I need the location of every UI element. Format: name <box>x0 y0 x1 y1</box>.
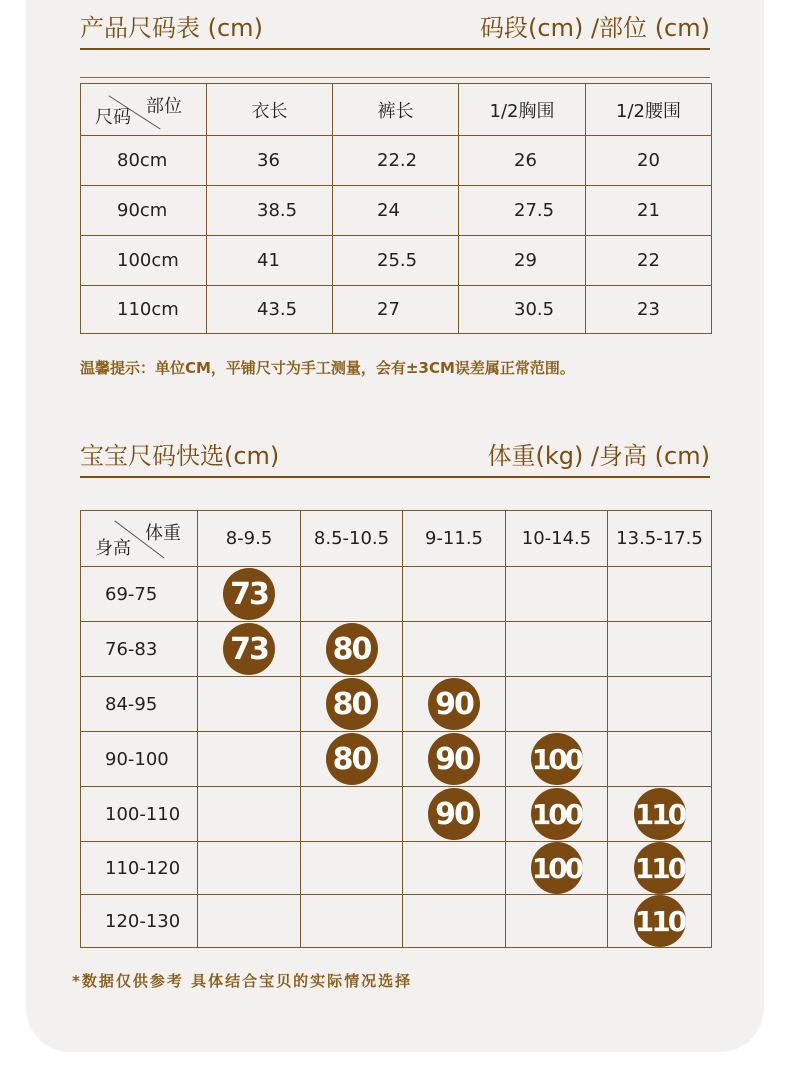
grid-cell <box>608 787 712 842</box>
size-badge: 100 <box>531 842 583 894</box>
size-cell: 80cm <box>81 136 207 186</box>
value-cell: 22.2 <box>333 136 459 186</box>
quick-table-note: *数据仅供参考 具体结合宝贝的实际情况选择 <box>72 972 413 990</box>
grid-cell <box>608 622 712 677</box>
grid-cell <box>506 622 608 677</box>
weight-header: 8.5-10.5 <box>301 511 403 567</box>
height-cell: 110-120 <box>81 842 198 895</box>
value-cell: 20 <box>586 136 712 186</box>
grid-cell <box>301 567 403 622</box>
grid-cell <box>506 842 608 895</box>
grid-cell <box>506 567 608 622</box>
grid-cell <box>301 677 403 732</box>
grid-cell <box>608 895 712 948</box>
grid-cell <box>301 895 403 948</box>
grid-cell <box>301 842 403 895</box>
size-table <box>80 83 712 334</box>
size-cell: 100cm <box>81 236 207 286</box>
grid-cell <box>403 842 506 895</box>
grid-cell <box>506 895 608 948</box>
size-badge: 80 <box>326 733 378 785</box>
grid-cell <box>198 895 301 948</box>
header-length: 衣长 <box>207 84 333 136</box>
value-cell: 23 <box>586 286 712 334</box>
grid-cell <box>403 622 506 677</box>
size-table-header-row <box>81 84 712 136</box>
grid-cell <box>506 732 608 787</box>
grid-cell <box>198 842 301 895</box>
quick-table-title-right: 体重(kg) /身高 (cm) <box>487 442 710 470</box>
header-half-chest: 1/2胸围 <box>459 84 586 136</box>
height-cell: 84-95 <box>81 677 198 732</box>
table-row <box>81 236 712 286</box>
table-row <box>81 286 712 334</box>
table-row <box>81 677 712 732</box>
value-cell: 21 <box>586 186 712 236</box>
corner-label-part: 部位 <box>146 96 182 117</box>
grid-cell <box>403 567 506 622</box>
size-badge: 90 <box>428 678 480 730</box>
quick-table-corner <box>81 511 198 567</box>
weight-header: 8-9.5 <box>198 511 301 567</box>
size-cell: 90cm <box>81 186 207 236</box>
corner-label-height: 身高 <box>95 538 131 559</box>
grid-cell <box>301 787 403 842</box>
grid-cell <box>198 567 301 622</box>
grid-cell <box>198 787 301 842</box>
table-row <box>81 567 712 622</box>
grid-cell <box>608 567 712 622</box>
size-badge: 100 <box>531 733 583 785</box>
grid-cell <box>608 842 712 895</box>
value-cell: 27.5 <box>459 186 586 236</box>
quick-table <box>80 510 712 948</box>
value-cell: 29 <box>459 236 586 286</box>
quick-table-title-rule <box>80 476 710 478</box>
grid-cell <box>403 787 506 842</box>
grid-cell <box>608 732 712 787</box>
size-table-top-rule <box>80 77 710 78</box>
height-cell: 76-83 <box>81 622 198 677</box>
size-badge: 73 <box>223 568 275 620</box>
header-half-waist: 1/2腰围 <box>586 84 712 136</box>
height-cell: 69-75 <box>81 567 198 622</box>
grid-cell <box>506 677 608 732</box>
grid-cell <box>198 677 301 732</box>
weight-header: 13.5-17.5 <box>608 511 712 567</box>
height-cell: 100-110 <box>81 787 198 842</box>
corner-label-size: 尺码 <box>95 107 131 128</box>
size-badge: 90 <box>428 788 480 840</box>
size-badge: 80 <box>326 678 378 730</box>
table-row <box>81 136 712 186</box>
weight-header: 9-11.5 <box>403 511 506 567</box>
size-badge: 80 <box>326 623 378 675</box>
header-pants-length: 裤长 <box>333 84 459 136</box>
value-cell: 41 <box>207 236 333 286</box>
grid-cell <box>403 677 506 732</box>
value-cell: 38.5 <box>207 186 333 236</box>
size-table-note: 温馨提示：单位CM，平铺尺寸为手工测量，会有±3CM误差属正常范围。 <box>80 359 575 377</box>
size-badge: 110 <box>634 788 686 840</box>
size-table-title-right: 码段(cm) /部位 (cm) <box>480 14 710 42</box>
size-badge: 90 <box>428 733 480 785</box>
grid-cell <box>403 732 506 787</box>
quick-table-header-row <box>81 511 712 567</box>
size-cell: 110cm <box>81 286 207 334</box>
size-badge: 110 <box>634 842 686 894</box>
value-cell: 30.5 <box>459 286 586 334</box>
size-table-title-rule <box>80 48 710 50</box>
value-cell: 24 <box>333 186 459 236</box>
grid-cell <box>608 677 712 732</box>
grid-cell <box>198 732 301 787</box>
value-cell: 22 <box>586 236 712 286</box>
grid-cell <box>403 895 506 948</box>
value-cell: 25.5 <box>333 236 459 286</box>
table-row <box>81 622 712 677</box>
grid-cell <box>506 787 608 842</box>
size-table-corner <box>81 84 207 136</box>
value-cell: 27 <box>333 286 459 334</box>
value-cell: 26 <box>459 136 586 186</box>
quick-table-title: 宝宝尺码快选(cm) <box>80 442 280 470</box>
grid-cell <box>301 732 403 787</box>
value-cell: 43.5 <box>207 286 333 334</box>
size-badge: 110 <box>634 895 686 947</box>
size-table-title: 产品尺码表 (cm) <box>80 14 263 42</box>
size-badge: 73 <box>223 623 275 675</box>
table-row <box>81 732 712 787</box>
grid-cell <box>301 622 403 677</box>
value-cell: 36 <box>207 136 333 186</box>
table-row <box>81 895 712 948</box>
height-cell: 120-130 <box>81 895 198 948</box>
weight-header: 10-14.5 <box>506 511 608 567</box>
corner-label-weight: 体重 <box>145 523 181 544</box>
table-row <box>81 787 712 842</box>
height-cell: 90-100 <box>81 732 198 787</box>
table-row <box>81 842 712 895</box>
size-badge: 100 <box>531 788 583 840</box>
grid-cell <box>198 622 301 677</box>
table-row <box>81 186 712 236</box>
